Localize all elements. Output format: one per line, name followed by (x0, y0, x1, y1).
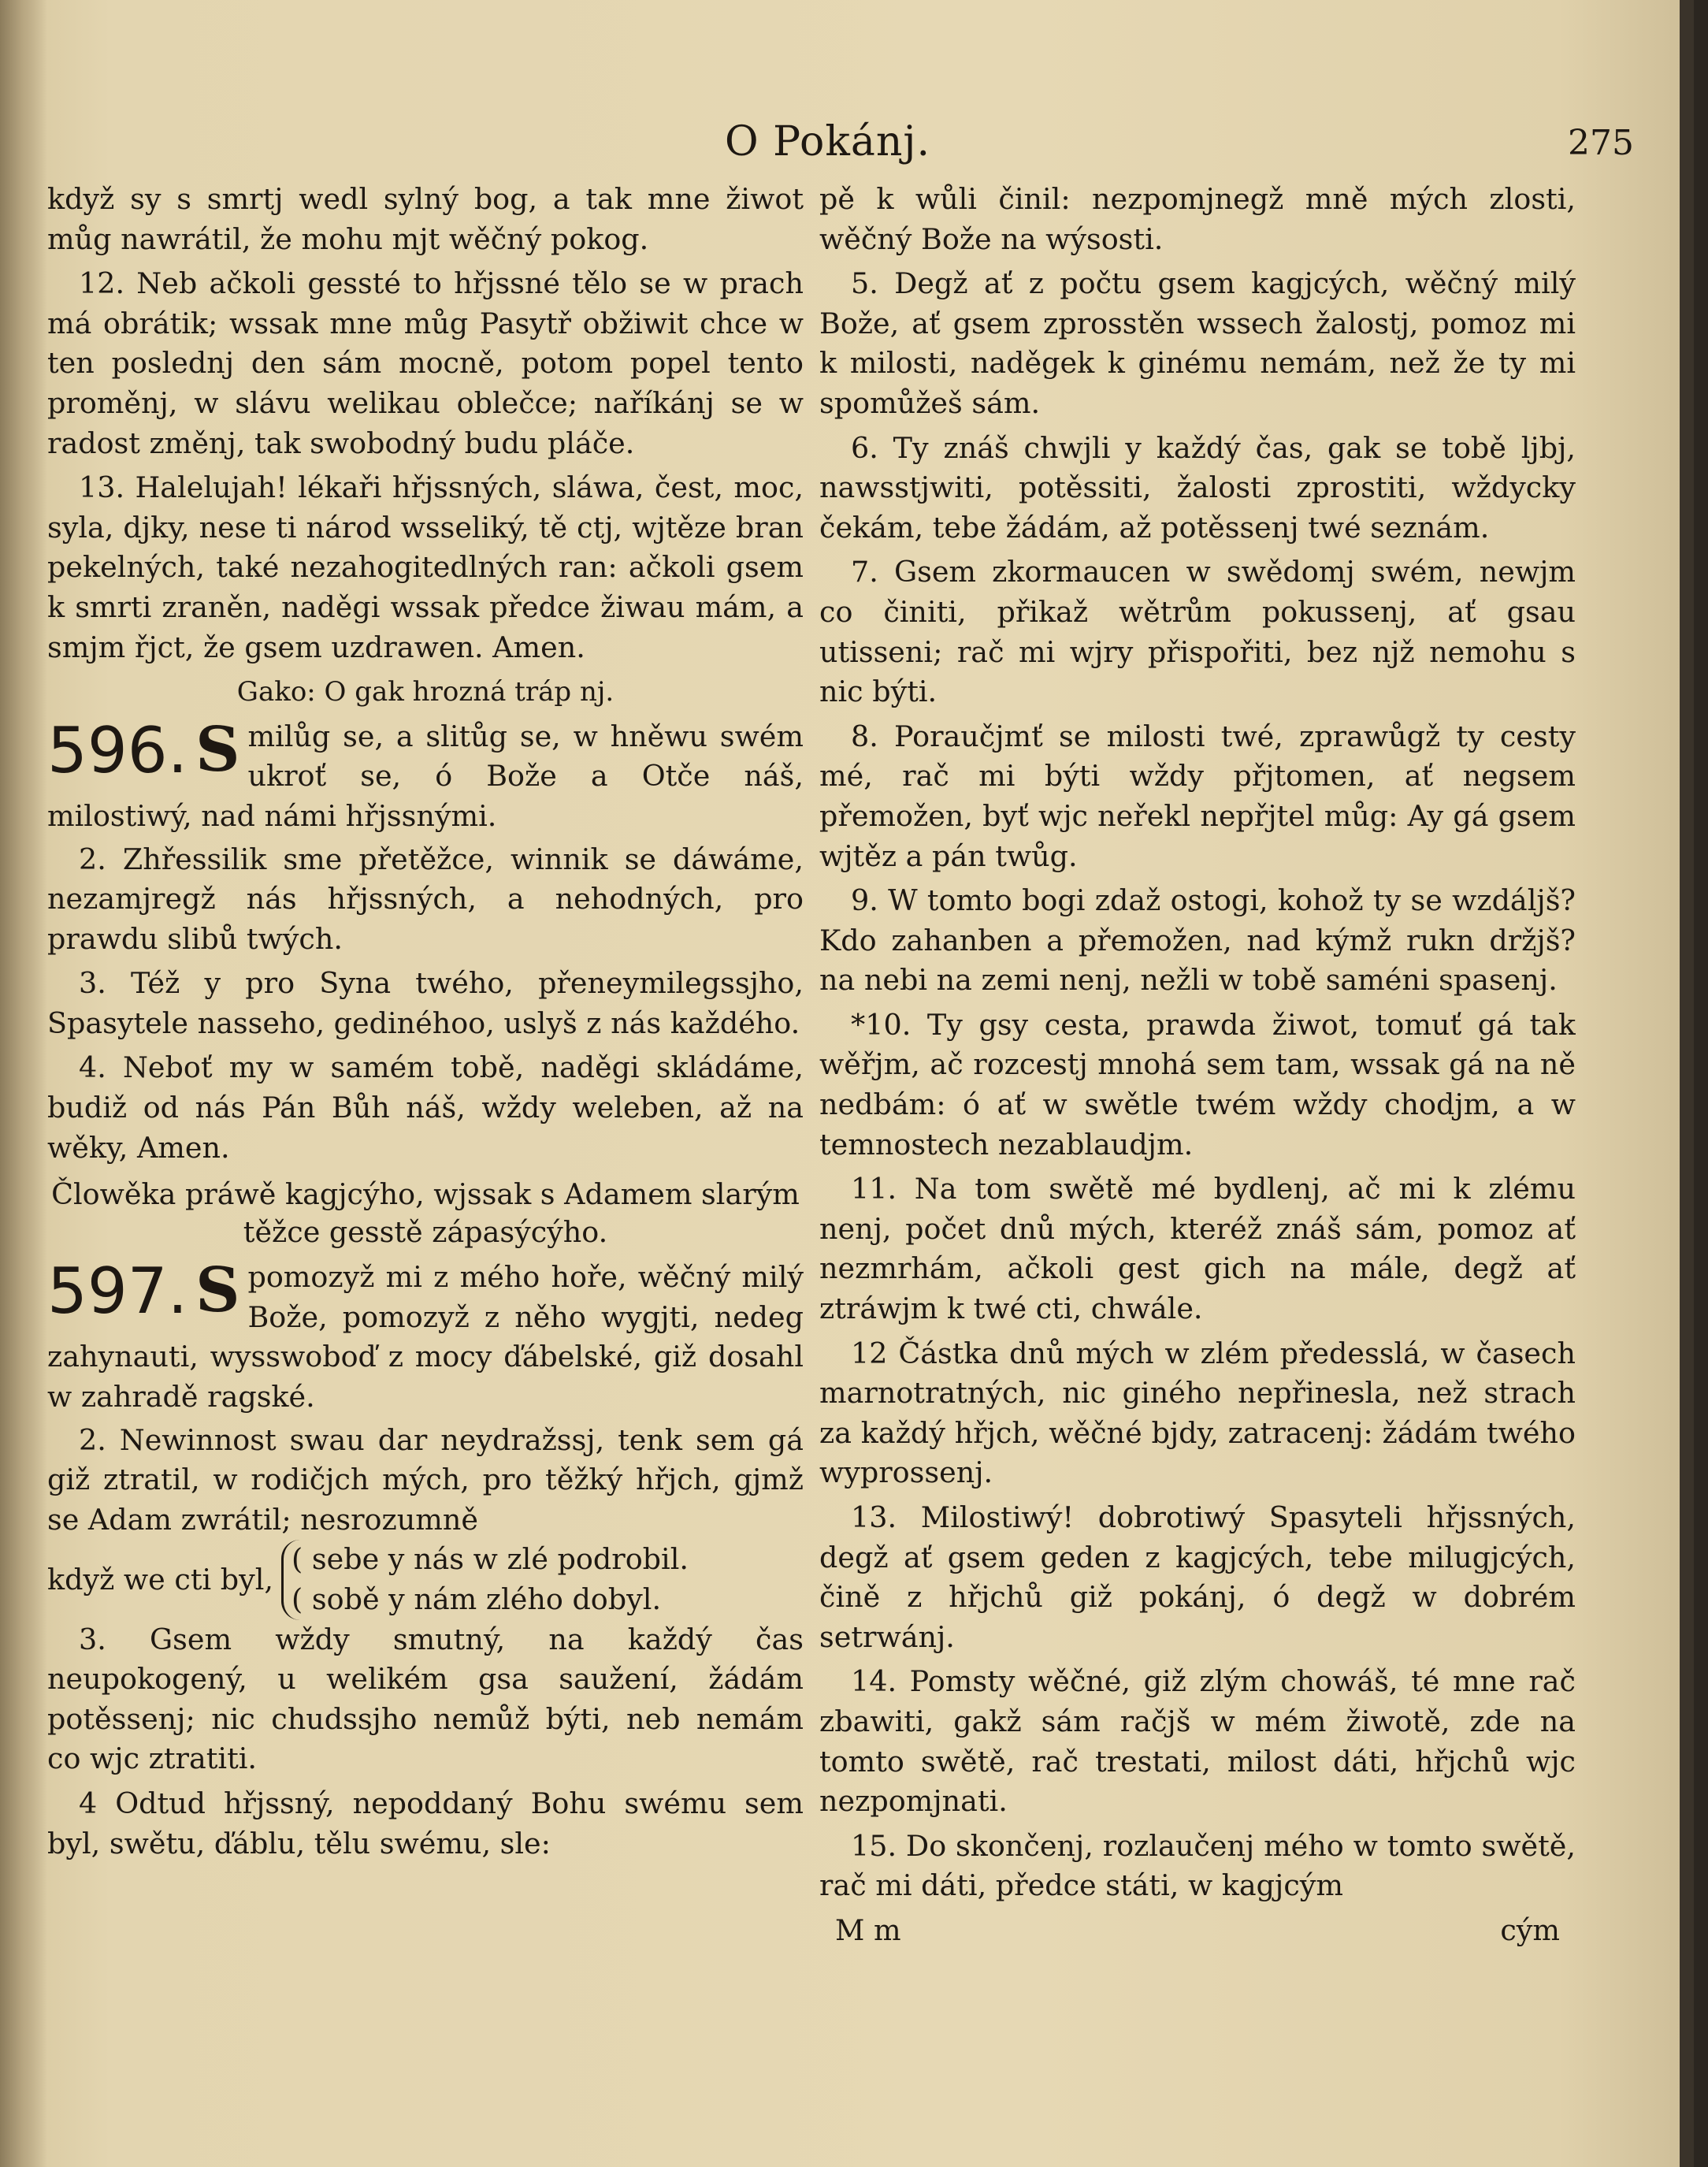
hymn-verse: 5. Degž ať z počtu gsem kagjcých, wěčný milý Bože, ať gsem zprosstěn wssech žalostj, pomoz mi k milosti, naděgek k ginému nemám, než že ty mi spomůžeš sám. (819, 266, 1576, 420)
hymn-verse: 13. Milostiwý! dobrotiwý Spasyteli hřjssných, degž ať gsem geden z kagjcých, tebe milugjcých, čině z hřjchů giž pokánj, ó degž w dobrém setrwánj. (819, 1500, 1576, 1654)
brace-lines (47, 1540, 804, 1619)
brace-group (281, 1540, 689, 1619)
tune-line: Gako: O gak hrozná tráp nj. (236, 676, 615, 708)
page-number: 275 (1568, 123, 1634, 163)
hymn-verse: pě k wůli činil: nezpomjnegž mně mých zlosti, wěčný Bože na wýsosti. (819, 182, 1576, 256)
hymn-verse: 9. W tomto bogi zdaž ostogi, kohož ty se wzdáljš? Kdo zahanben a přemožen, nad kýmž rukn držjš? na nebi na zemi nenj, nežli w tobě saméni spasenj. (819, 883, 1576, 998)
hymn-verse: milůg se, a slitůg se, w hněwu swém ukroť se, ó Bože a Otče náš, milostiwý, nad námi hřjssnými. (47, 719, 804, 833)
brace-lead-text: když we cti byl, (47, 1562, 274, 1596)
drop-capital: S (195, 713, 240, 786)
hymn-verse: 2. Newinnost swau dar neydražssj, tenk sem gá giž ztratil, w rodičjch mých, pro těžký hřjch, gjmž se Adam zwrátil; nesrozumně (47, 1422, 804, 1537)
hymn-verse: 14. Pomsty wěčné, giž zlým chowáš, té mne rač zbawiti, gakž sám račjš w mém žiwotě, zde na tomto swětě, rač trestati, milost dáti, hřjchů wjc nezpomjnati. (819, 1664, 1576, 1819)
page-header (0, 118, 1694, 173)
binding-gutter (0, 0, 47, 2167)
signature-mark: M m (835, 1912, 901, 1947)
hymn-verse: pomozyž mi z mého hoře, wěčný milý Bože, pomozyž z něho wygjti, nedeg zahynauti, wysswoboď z mocy ďábelské, giž dosahl w zahradě ragské. (47, 1260, 804, 1414)
signature-line (819, 1911, 1576, 1951)
right-column (819, 180, 1576, 2102)
hymn-verse: 4. Neboť my w samém tobě, naděgi skládáme, budiž od nás Pán Bůh náš, wždy weleben, až na wěky, Amen. (47, 1050, 804, 1165)
hymn-verse: 2. Zhřessilik sme přetěžce, winnik se dáwáme, nezamjregž nás hřjssných, a nehodných, pro prawdu slibů twých. (47, 842, 804, 956)
brace-line: ( sebe y nás w zlé podrobil. (291, 1542, 689, 1577)
hymn-verse: 7. Gsem zkormaucen w swědomj swém, newjm co činiti, přikaž wětrům pokussenj, ať gsau utisseni; rač mi wjry přispořiti, bez njž nemohu s nic býti. (819, 555, 1576, 709)
drop-capital: S (195, 1254, 240, 1327)
hymn-title: Člowěka práwě kagjcýho, wjssak s Adamem slarým těžce gesstě zápasýcýho. (51, 1177, 800, 1250)
hymn-597 (47, 1254, 804, 1417)
hymn-verse: 15. Do skončenj, rozlaučenj mého w tomto swětě, rač mi dáti, předce státi, w kagjcým (819, 1828, 1576, 1903)
hymn-number: 596. (47, 713, 188, 787)
text-paragraph: když sy s smrtj wedl sylný bog, a tak mne žiwot můg nawrátil, že mohu mjt wěčný pokog. (47, 182, 804, 256)
running-title: O Pokánj. (725, 118, 931, 165)
hymn-verse: 6. Ty znáš chwjli y každý čas, gak se tobě ljbj, nawsstjwiti, potěssiti, žalosti zprostiti, wždycky čekám, tebe žádám, až potěssenj twé seznám. (819, 430, 1576, 545)
hymn-number: 597. (47, 1254, 188, 1329)
text-paragraph: 13. Halelujah! lékaři hřjssných, sláwa, čest, moc, syla, djky, nese ti národ wsseliký, tě ctj, wjtěze bran pekelných, také nezahogitedlných ran: ačkoli gsem k smrti zraněn, naděgi wssak předce žiwau mám, a smjm řjct, že gsem uzdrawen. Amen. (47, 470, 804, 664)
brace-line: ( sobě y nám zlého dobyl. (291, 1582, 662, 1616)
hymn-verse: 12 Částka dnů mých w zlém předesslá, w časech marnotratných, nic giného nepřinesla, než strach za každý hřjch, wěčné bjdy, zatracenj: žádám twého wyprossenj. (819, 1336, 1576, 1490)
hymn-verse: 8. Poraučjmť se milosti twé, zprawůgž ty cesty mé, rač mi býti wždy přjtomen, ať negsem přemožen, byť wjc neřekl nepřjtel můg: Ay gá gsem wjtěz a pán twůg. (819, 719, 1576, 873)
page-edge (1680, 0, 1694, 2167)
hymn-verse: 4 Odtud hřjssný, nepoddaný Bohu swému sem byl, swětu, ďáblu, tělu swému, sle: (47, 1786, 804, 1860)
text-paragraph: 12. Neb ačkoli gessté to hřjssné tělo se w prach má obrátik; wssak mne můg Pasytř obžiwit chce w ten poslednj den sám mocně, potom popel tento proměnj, w slávu welikau oblečce; naříkánj se w radost změnj, tak swobodný budu pláče. (47, 266, 804, 460)
hymn-verse: 3. Gsem wždy smutný, na každý čas neupokogený, u welikém gsa saužení, žádám potěssenj; nic chudssjho nemůž býti, neb nemám co wjc ztratiti. (47, 1622, 804, 1776)
hymn-verse: 11. Na tom swětě mé bydlenj, ač mi k zlému nenj, počet dnů mých, kteréž znáš sám, pomoz ať nezmrhám, ačkoli gest gich na mále, degž ať ztráwjm k twé cti, chwále. (819, 1172, 1576, 1326)
hymn-verse: 3. Též y pro Syna twého, přeneymilegssjho, Spasytele nasseho, gedinéhoo, uslyš z nás každého. (47, 966, 804, 1040)
left-column (47, 180, 804, 2102)
catchword: cým (1500, 1912, 1560, 1947)
hymn-verse: *10. Ty gsy cesta, prawda žiwot, tomuť gá tak wěřjm, ač rozcestj mnohá sem tam, wssak gá na ně nedbám: ó ať w swětle twém wždy chodjm, a w temnostech nezablaudjm. (819, 1007, 1576, 1162)
hymn-596 (47, 713, 804, 837)
